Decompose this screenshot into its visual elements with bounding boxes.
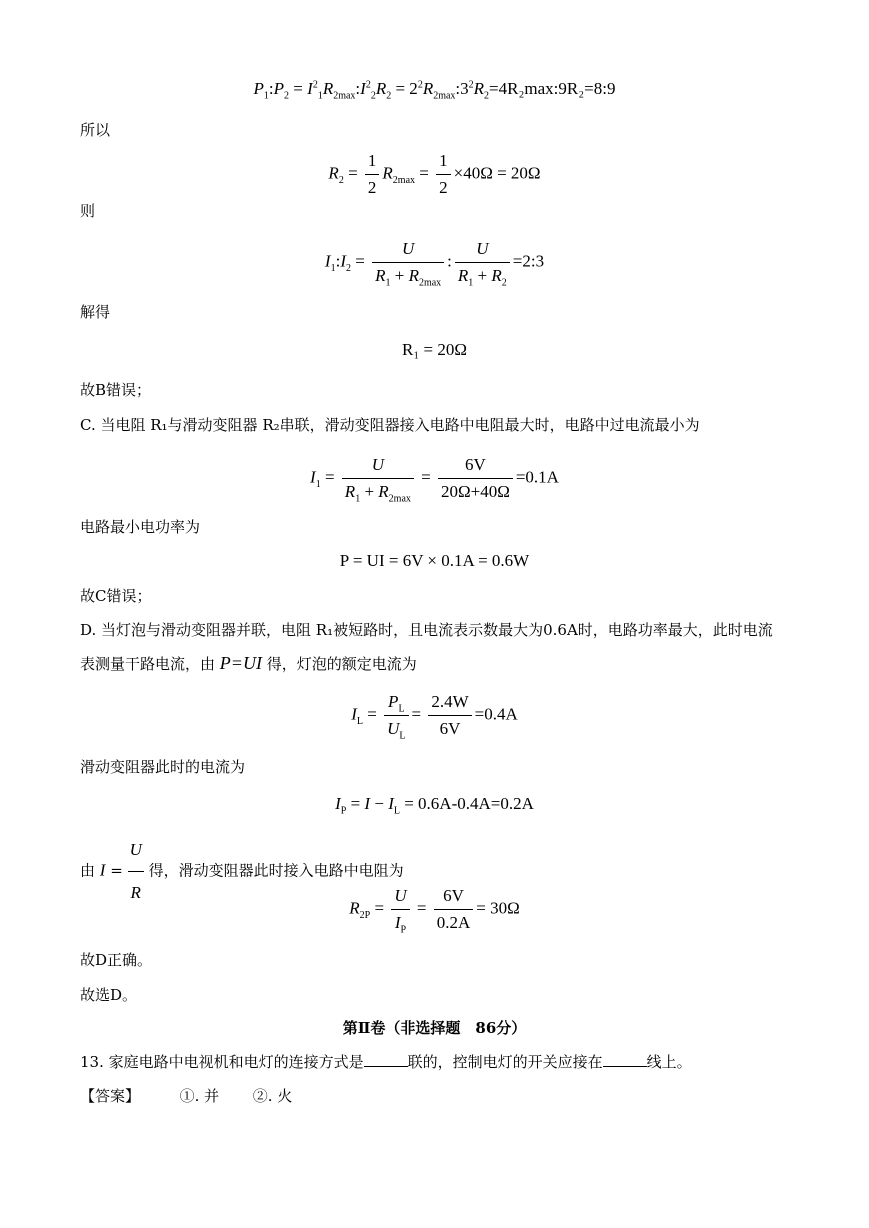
equation-slider-resistance-result: = 30Ω bbox=[476, 898, 520, 918]
equation-slider-current: $I_P = I - I_L = 0.6A-0.4A=0.2A$ bbox=[335, 794, 534, 817]
answer-blank-1[interactable] bbox=[364, 1052, 408, 1067]
question-13-part-c: 线上。 bbox=[646, 1053, 692, 1071]
text-d-intro-line2-b: 得，灯泡的额定电流为 bbox=[266, 655, 417, 673]
section-title: 第Ⅱ卷（非选择题 86分） bbox=[342, 1019, 527, 1037]
formula-ohm-law: $\frac{U}{R}$ bbox=[128, 830, 144, 913]
equation-r2: $R_2$ = $\frac{1}{2}$ $R_{2max}$ = $\frac{1}{2}$ ×40Ω = 20Ω bbox=[328, 151, 541, 197]
equation-min-current-result: =0.1A bbox=[515, 467, 559, 487]
equation-slider-resistance-den: 0.2A bbox=[436, 913, 471, 932]
answer-blank-2[interactable] bbox=[603, 1052, 647, 1067]
text-choose-d: 故选D。 bbox=[80, 986, 138, 1004]
text-jiede: 解得 bbox=[80, 303, 111, 321]
text-c-intro: C. 当电阻 R₁与滑动变阻器 R₂串联，滑动变阻器接入电路中电阻最大时，电路中过电流最小为 bbox=[80, 416, 700, 434]
equation-min-current-num: 6V bbox=[438, 454, 513, 479]
text-suoyi: 所以 bbox=[80, 121, 111, 139]
equation-lamp-current-result: =0.4A bbox=[474, 704, 518, 724]
question-13-part-a: 13. 家庭电路中电视机和电灯的连接方式是 bbox=[80, 1053, 364, 1071]
equation-min-current: $I_1$ = $\frac{U}{R_1 + R_{2max}}$ = $\frac{6V}{20\Omega+40\Omega}$ =0.1A bbox=[310, 455, 559, 505]
answer-label: 【答案】 bbox=[80, 1087, 141, 1105]
equation-lamp-current: $I_L$ = $\frac{P_L}{U_L}$ = $\frac{2.4W}{6V}$ =0.4A bbox=[351, 692, 518, 742]
equation-lamp-current-num: 2.4W bbox=[428, 691, 471, 716]
equation-min-current-den: 20Ω+40Ω bbox=[440, 482, 510, 501]
text-ze: 则 bbox=[80, 202, 96, 220]
equation-slider-current-value: = 0.6A-0.4A=0.2A bbox=[404, 794, 534, 813]
answer-2: ②. 火 bbox=[252, 1087, 293, 1105]
equation-current-ratio: $I_1:I_2$ = $\frac{U}{R_1 + R_{2max}}$ : $\frac{U}{R_1 + R_2}$ =2:3 bbox=[324, 239, 545, 289]
equation-slider-resistance: $R_{2P}$ = $\frac{U}{I_P}$ = $\frac{6V}{0.2A}$ = 30Ω bbox=[349, 886, 520, 936]
text-ohm-prefix: 由 bbox=[80, 861, 96, 880]
equation-power-ratio: $P_1:P_2$ = $I^2_1R_{2max}:I^2_2R_2$ = $2^2R_{2max}:3^2R_2=4R_2\max:9R_2=8:9$ bbox=[253, 79, 616, 102]
question-13-part-b: 联的，控制电灯的开关应接在 bbox=[407, 1053, 603, 1071]
equation-min-power: P = UI = 6V × 0.1A = 0.6W bbox=[339, 551, 530, 570]
text-d-intro-line1: D. 当灯泡与滑动变阻器并联，电阻 R₁被短路时，且电流表示数最大为0.6A时，电路功率最大，此时电流 bbox=[80, 621, 773, 639]
text-b-wrong: 故B错误； bbox=[80, 381, 152, 399]
equation-current-ratio-result: =2:3 bbox=[512, 251, 545, 271]
equation-slider-resistance-num: 6V bbox=[434, 885, 474, 910]
text-ohm-law-line: 由 I = $\frac{U}{R}$ 得，滑动变阻器此时接入电路中电阻为 bbox=[80, 830, 404, 913]
text-ohm-suffix: 得，滑动变阻器此时接入电路中电阻为 bbox=[148, 861, 404, 880]
text-d-correct: 故D正确。 bbox=[80, 951, 153, 969]
formula-p-ui: P=UI bbox=[219, 653, 262, 673]
equation-lamp-current-den: 6V bbox=[439, 719, 461, 738]
text-d-intro-line2 bbox=[80, 653, 417, 674]
answer-1: ①. 并 bbox=[179, 1087, 220, 1105]
text-slider-current-label: 滑动变阻器此时的电流为 bbox=[80, 758, 246, 776]
text-d-intro-line2-a: 表测量干路电流，由 bbox=[80, 655, 216, 673]
question-13 bbox=[80, 1052, 692, 1072]
equation-r2-value: ×40Ω = 20Ω bbox=[453, 163, 541, 183]
equation-power-ratio-result: =4R₂max:9R₂=8:9 bbox=[489, 79, 616, 98]
equation-r1: R₁ = 20Ω bbox=[402, 340, 467, 359]
answer-line bbox=[80, 1086, 292, 1106]
text-c-wrong: 故C错误； bbox=[80, 587, 152, 605]
text-min-power-label: 电路最小电功率为 bbox=[80, 518, 201, 536]
